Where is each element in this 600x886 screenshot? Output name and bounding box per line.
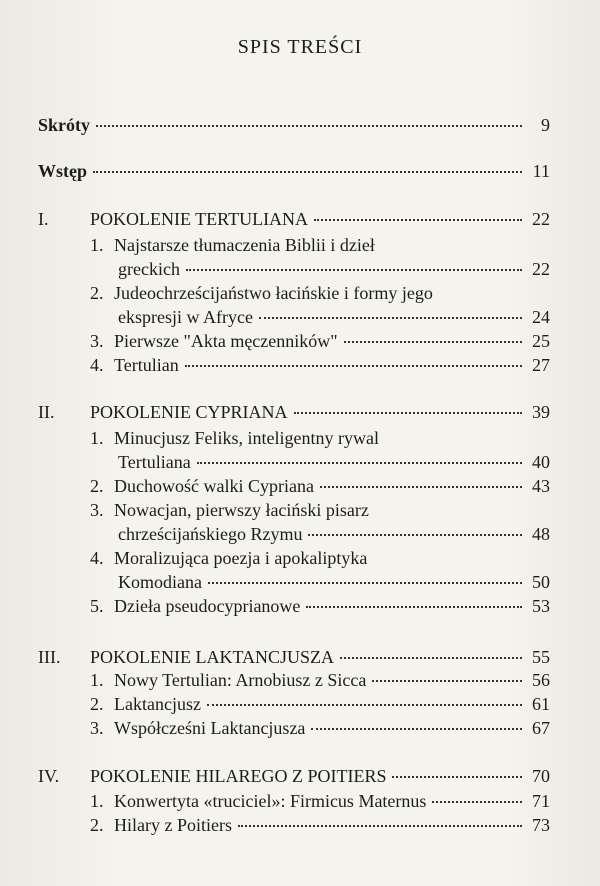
toc-page-number: 40 (532, 452, 550, 472)
leader-dots (340, 653, 522, 659)
section-title: Dzieła pseudocyprianowe (114, 596, 301, 616)
section-title-continued: ekspresji w Afryce (118, 307, 253, 327)
leader-dots (186, 265, 522, 271)
toc-section[interactable] (90, 498, 550, 522)
section-number: 5. (90, 596, 104, 616)
section-number: 2. (90, 815, 104, 835)
chapter-title: POKOLENIE HILAREGO Z POITIERS (90, 766, 387, 786)
section-title-continued: chrześcijańskiego Rzymu (118, 524, 303, 544)
toc-page-number: 24 (532, 307, 550, 327)
section-title: Minucjusz Feliks, inteligentny rywal (114, 428, 379, 448)
section-title: Hilary z Poitiers (114, 815, 232, 835)
chapter-numeral: II. (38, 402, 55, 422)
toc-section[interactable] (90, 668, 550, 692)
section-title: Najstarsze tłumaczenia Biblii i dzieł (114, 235, 375, 255)
toc-section-continuation[interactable] (118, 570, 550, 594)
section-number: 1. (90, 791, 104, 811)
toc-section[interactable] (90, 789, 550, 813)
section-number: 2. (90, 283, 104, 303)
leader-dots (372, 676, 522, 682)
leader-dots (197, 458, 522, 464)
leader-dots (306, 602, 522, 608)
toc-section[interactable] (90, 426, 550, 450)
toc-section[interactable] (90, 329, 550, 353)
toc-section[interactable] (90, 281, 550, 305)
toc-page-number: 48 (532, 524, 550, 544)
toc-chapter-3[interactable] (38, 645, 550, 669)
toc-page-number: 39 (532, 402, 550, 422)
leader-dots (311, 724, 522, 730)
toc-chapter-2[interactable] (38, 400, 550, 424)
toc-page-number: 55 (532, 647, 550, 667)
section-title: Pierwsze "Akta męczenników" (114, 331, 338, 351)
toc-entry-wstep[interactable] (38, 159, 550, 183)
section-title: Duchowość walki Cypriana (114, 476, 314, 496)
leader-dots (238, 821, 522, 827)
toc-page-number: 11 (532, 161, 550, 181)
section-number: 4. (90, 548, 104, 568)
toc-section[interactable] (90, 716, 550, 740)
toc-entry-skroty[interactable] (38, 113, 550, 137)
section-number: 3. (90, 718, 104, 738)
toc-page-number: 61 (532, 694, 550, 714)
toc-chapter-1[interactable] (38, 207, 550, 231)
section-title: Współcześni Laktancjusza (114, 718, 306, 738)
leader-dots (185, 361, 522, 367)
leader-dots (320, 482, 522, 488)
toc-page-number: 73 (532, 815, 550, 835)
chapter-title: POKOLENIE LAKTANCJUSZA (90, 647, 335, 667)
toc-section-continuation[interactable] (118, 450, 550, 474)
toc-page-number: 56 (532, 670, 550, 690)
toc-page-number: 70 (532, 766, 550, 786)
toc-section[interactable] (90, 233, 550, 257)
leader-dots (93, 167, 522, 173)
toc-section[interactable] (90, 692, 550, 716)
leader-dots (314, 215, 522, 221)
toc-section[interactable] (90, 474, 550, 498)
section-title: Laktancjusz (114, 694, 201, 714)
page-title: SPIS TREŚCI (237, 36, 363, 58)
toc-page-number: 53 (532, 596, 550, 616)
toc-page-number: 50 (532, 572, 550, 592)
toc-section[interactable] (90, 813, 550, 837)
leader-dots (208, 578, 522, 584)
section-title-continued: greckich (118, 259, 180, 279)
section-number: 3. (90, 500, 104, 520)
section-title-continued: Tertuliana (118, 452, 191, 472)
section-number: 3. (90, 331, 104, 351)
leader-dots (259, 313, 522, 319)
toc-section[interactable] (90, 546, 550, 570)
toc-section[interactable] (90, 594, 550, 618)
section-number: 2. (90, 694, 104, 714)
section-title: Nowacjan, pierwszy łaciński pisarz (114, 500, 369, 520)
leader-dots (308, 530, 522, 536)
chapter-title: POKOLENIE TERTULIANA (90, 209, 309, 229)
section-number: 1. (90, 235, 104, 255)
leader-dots (207, 700, 522, 706)
toc-section[interactable] (90, 353, 550, 377)
toc-label: Wstęp (38, 161, 87, 181)
chapter-numeral: III. (38, 647, 61, 667)
leader-dots (344, 337, 522, 343)
chapter-numeral: I. (38, 209, 49, 229)
toc-label: Skróty (38, 115, 91, 135)
section-number: 2. (90, 476, 104, 496)
toc-page-number: 25 (532, 331, 550, 351)
section-title: Moralizująca poezja i apokaliptyka (114, 548, 368, 568)
toc-page-number: 43 (532, 476, 550, 496)
toc-page-number: 22 (532, 209, 550, 229)
chapter-numeral: IV. (38, 766, 60, 786)
leader-dots (392, 772, 522, 778)
toc-chapter-4[interactable] (38, 764, 550, 788)
toc-page-number: 67 (532, 718, 550, 738)
section-number: 1. (90, 428, 104, 448)
toc-page-number: 9 (541, 115, 550, 135)
toc-section-continuation[interactable] (118, 257, 550, 281)
section-title: Tertulian (114, 355, 179, 375)
section-title: Judeochrześcijaństwo łacińskie i formy jego (114, 283, 433, 303)
toc-page-number: 71 (532, 791, 550, 811)
chapter-title: POKOLENIE CYPRIANA (90, 402, 288, 422)
toc-page-number: 27 (532, 355, 550, 375)
section-number: 1. (90, 670, 104, 690)
section-title: Konwertyta «truciciel»: Firmicus Maternus (114, 791, 427, 811)
leader-dots (432, 797, 522, 803)
leader-dots (96, 121, 522, 127)
section-title: Nowy Tertulian: Arnobiusz z Sicca (114, 670, 367, 690)
toc-section-continuation[interactable] (118, 522, 550, 546)
section-title-continued: Komodiana (118, 572, 202, 592)
section-number: 4. (90, 355, 104, 375)
leader-dots (294, 408, 523, 414)
toc-page-number: 22 (532, 259, 550, 279)
toc-section-continuation[interactable] (118, 305, 550, 329)
